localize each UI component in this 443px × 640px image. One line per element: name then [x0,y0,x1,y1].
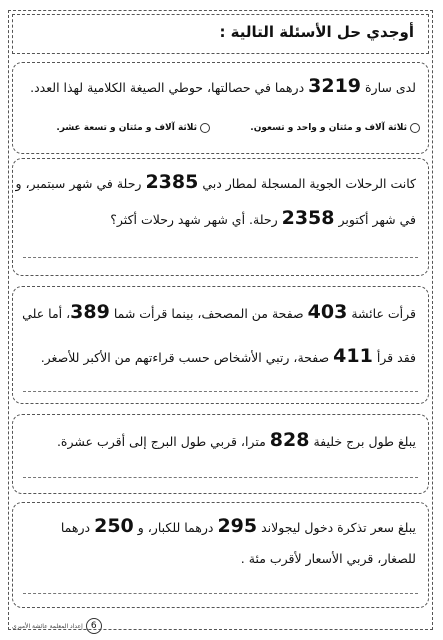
question-card-2 [12,158,429,276]
q2-number-1: 2385 [145,171,199,193]
q3-number-1: 403 [307,301,348,323]
q4-number: 828 [269,429,310,451]
q5-line-2: للصغار، قربي الأسعار لأقرب مئة . [240,551,416,566]
q1-option-2[interactable]: ثلاثة آلاف و مئتان و تسعة عشر. [56,123,210,133]
q5-number-2: 250 [94,515,134,537]
footer [12,618,102,634]
q2-line-2: في شهر أكتوبر 2358 رحلة. أي شهر شهد رحلات أكثر؟ [110,207,416,229]
title-box [12,14,429,54]
answer-line[interactable] [23,391,418,392]
radio-icon[interactable] [200,123,210,133]
q3-number-3: 411 [333,345,373,367]
answer-line[interactable] [23,257,418,258]
question-card-3 [12,286,429,404]
question-card-1 [12,62,429,154]
question-card-5 [12,502,429,608]
radio-icon[interactable] [410,123,420,133]
question-card-4 [12,414,429,494]
q1-number: 3219 [308,75,362,97]
page-title: أوجدي حل الأسئلة التالية : [219,23,414,41]
q4-text: يبلغ طول برج خليفة 828 مترا، قربي طول البرج إلى أقرب عشرة. [56,429,416,451]
q1-option-1[interactable]: ثلاثة آلاف و مئتان و واحد و تسعون. [250,123,420,133]
q2-line-1: كانت الرحلات الجوية المسجلة لمطار دبي 2385 رحلة في شهر سبتمبر، و [15,171,416,193]
q5-line-1: يبلغ سعر تذكرة دخول ليجولاند 295 درهما للكبار، و 250 درهما [60,515,416,537]
q3-line-2: فقد قرأ 411 صفحة، رتبي الأشخاص حسب قراءتهم من الأكبر للأصغر. [40,345,416,367]
q2-number-2: 2358 [281,207,335,229]
q3-line-1: قرأت عائشة 403 صفحة من المصحف، بينما قرأت شما 389، أما علي [22,301,416,323]
answer-line[interactable] [23,593,418,594]
page-number: 6 [86,618,102,634]
q1-text: لدى سارة 3219 درهما في حصالتها، حوطي الصيغة الكلامية لهذا العدد. [30,75,416,97]
q3-number-2: 389 [70,301,110,323]
footer-credit: إعداد المعلمة عائشة الأميري [12,622,83,630]
q5-number-1: 295 [217,515,258,537]
answer-line[interactable] [23,477,418,478]
